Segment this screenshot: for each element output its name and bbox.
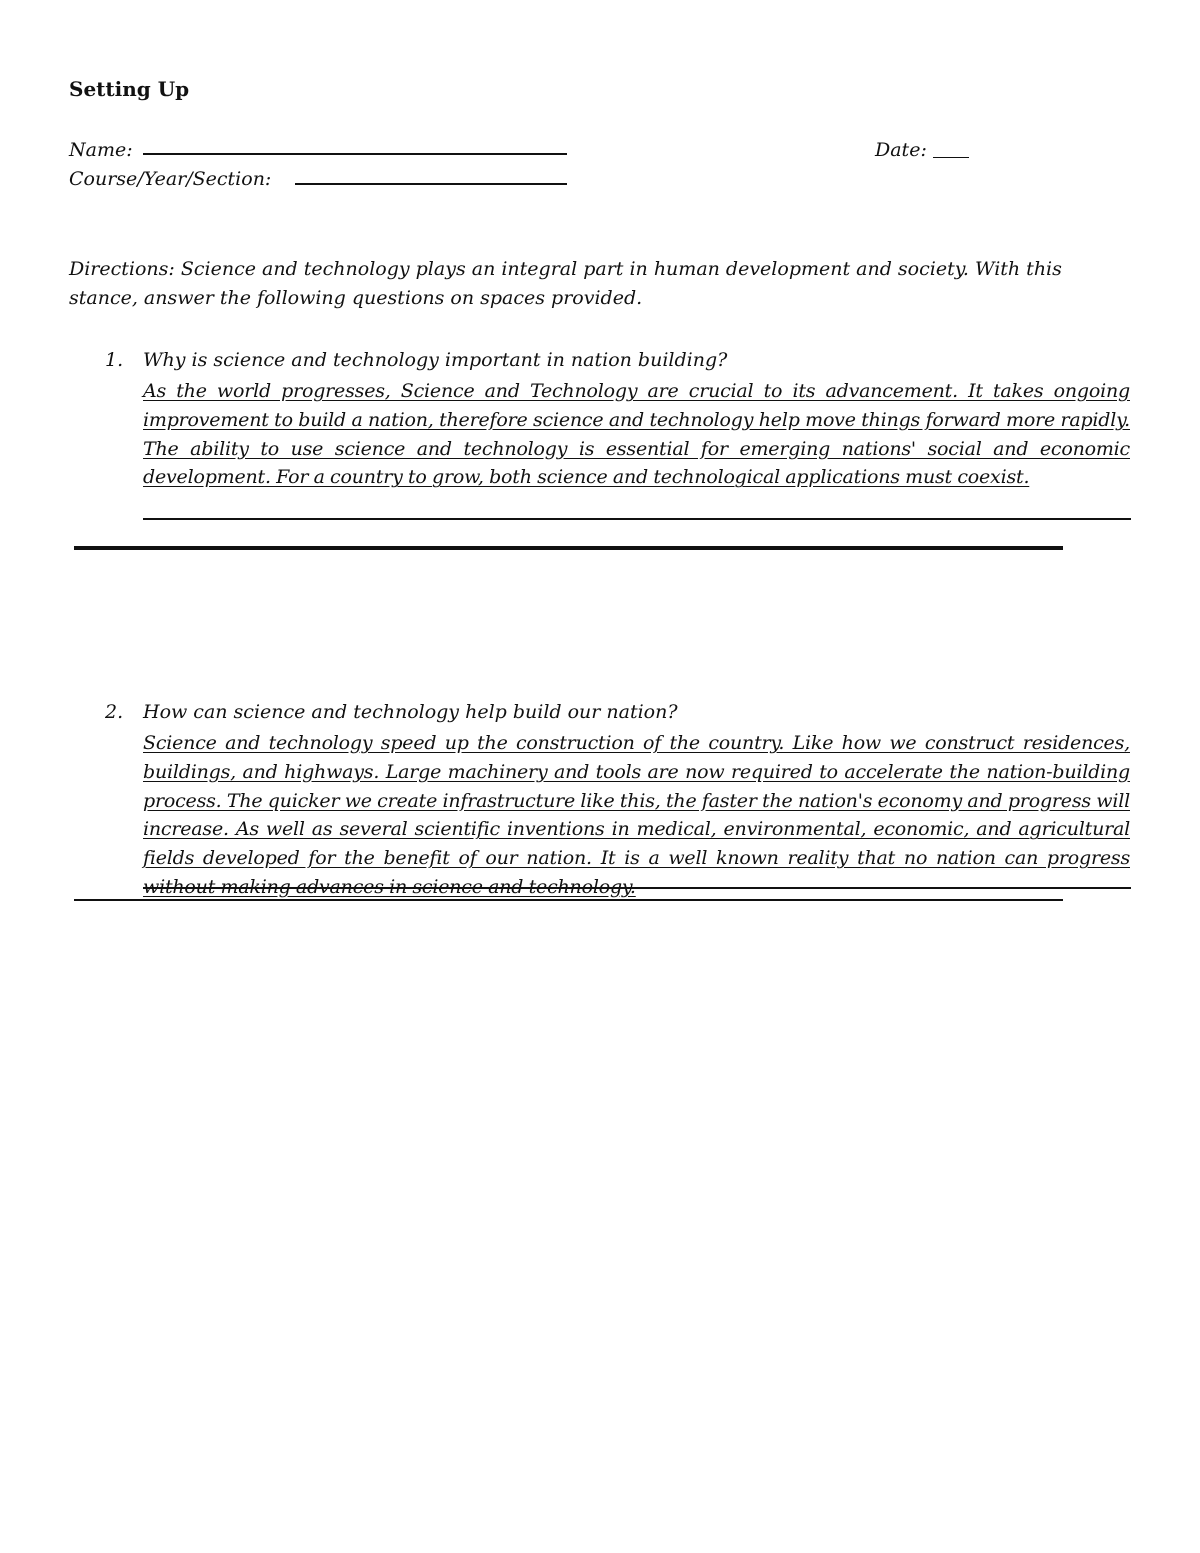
answer-2-text: Science and technology speed up the construction of the country. Like how we construct residences, buildings, and highways. Large machinery and tools are now required to accelerate the nation-building process. The quicker we create infrastructure like this, the faster the nation's economy and progress will increase. As well as several scientific inventions in medical, environmental, economic, and agricultural fields developed for the benefit of our nation. It is a well known reality that no nation can progress without making advances in science and technology. (143, 732, 1130, 898)
question-1-number: 1. (105, 349, 124, 371)
answer-1-underline (143, 518, 1131, 520)
date-blank-line (933, 157, 969, 158)
page-title: Setting Up (69, 77, 190, 101)
question-1-text: Why is science and technology important in nation building? (143, 349, 728, 371)
answer-2-rule (74, 899, 1063, 901)
course-year-section-label: Course/Year/Section: (69, 168, 272, 190)
directions-text: Directions: Science and technology plays an integral part in human development and society. With this stance, answer the following questions on spaces provided. (69, 258, 1062, 309)
answer-1-rule (74, 546, 1063, 550)
answer-1-text: As the world progresses, Science and Technology are crucial to its advancement. It takes ongoing improvement to build a nation, therefore science and technology help move things forward more rapidly. The ability to use science and technology is essential for emerging nations' social and economic development. For a country to grow, both science and technological applications must coexist. (143, 380, 1130, 489)
date-label: Date: (875, 139, 927, 161)
question-2-number: 2. (105, 701, 124, 723)
name-label: Name: (69, 139, 133, 161)
name-blank-line (143, 153, 567, 155)
answer-2-underline (143, 887, 1131, 889)
course-blank-line (295, 183, 567, 185)
question-2-text: How can science and technology help build our nation? (143, 701, 678, 723)
